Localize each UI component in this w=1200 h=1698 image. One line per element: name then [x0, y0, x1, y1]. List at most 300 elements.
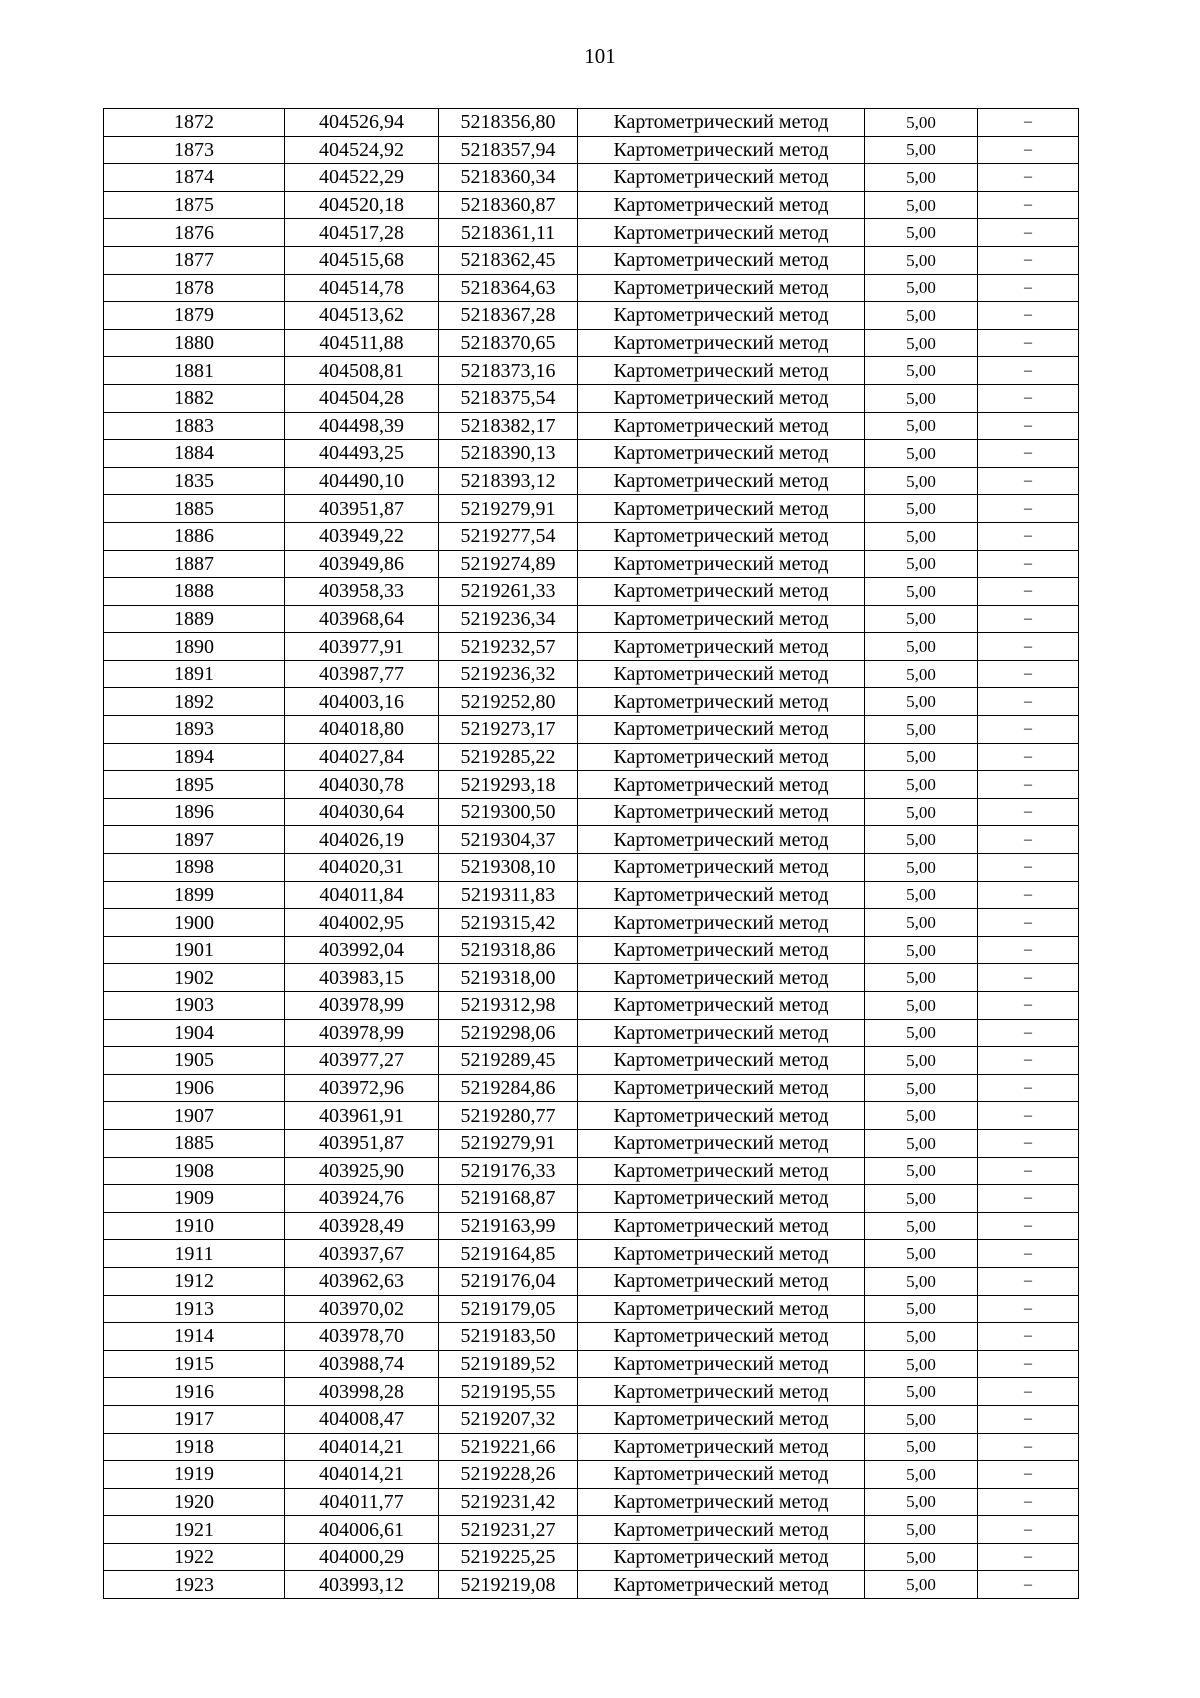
table-row — [104, 1378, 1079, 1406]
accuracy-cell: 5,00 — [865, 219, 978, 247]
note-cell: – — [978, 1185, 1079, 1213]
note-cell: – — [978, 743, 1079, 771]
method-cell: Картометрический метод — [578, 660, 865, 688]
method-cell: Картометрический метод — [578, 550, 865, 578]
table-row — [104, 881, 1079, 909]
note-cell: – — [978, 881, 1079, 909]
y-coordinate-cell: 5219311,83 — [439, 881, 578, 909]
x-coordinate-cell: 403977,91 — [285, 633, 439, 661]
method-cell: Картометрический метод — [578, 1461, 865, 1489]
accuracy-cell: 5,00 — [865, 550, 978, 578]
point-number-cell: 1901 — [104, 936, 285, 964]
y-coordinate-cell: 5219236,34 — [439, 605, 578, 633]
accuracy-cell: 5,00 — [865, 936, 978, 964]
coordinates-table — [103, 108, 1079, 1599]
x-coordinate-cell: 404526,94 — [285, 109, 439, 137]
table-row — [104, 1074, 1079, 1102]
x-coordinate-cell: 403961,91 — [285, 1102, 439, 1130]
point-number-cell: 1904 — [104, 1019, 285, 1047]
point-number-cell: 1910 — [104, 1212, 285, 1240]
x-coordinate-cell: 404517,28 — [285, 219, 439, 247]
accuracy-cell: 5,00 — [865, 246, 978, 274]
note-cell: – — [978, 1019, 1079, 1047]
table-row — [104, 246, 1079, 274]
method-cell: Картометрический метод — [578, 1157, 865, 1185]
point-number-cell: 1905 — [104, 1047, 285, 1075]
coordinates-table-body — [104, 109, 1079, 1599]
y-coordinate-cell: 5219279,91 — [439, 1129, 578, 1157]
y-coordinate-cell: 5219261,33 — [439, 578, 578, 606]
table-row — [104, 1461, 1079, 1489]
method-cell: Картометрический метод — [578, 357, 865, 385]
y-coordinate-cell: 5219219,08 — [439, 1571, 578, 1599]
method-cell: Картометрический метод — [578, 219, 865, 247]
table-row — [104, 716, 1079, 744]
method-cell: Картометрический метод — [578, 909, 865, 937]
y-coordinate-cell: 5219195,55 — [439, 1378, 578, 1406]
method-cell: Картометрический метод — [578, 798, 865, 826]
table-row — [104, 1405, 1079, 1433]
point-number-cell: 1911 — [104, 1240, 285, 1268]
method-cell: Картометрический метод — [578, 1240, 865, 1268]
point-number-cell: 1880 — [104, 329, 285, 357]
table-row — [104, 384, 1079, 412]
accuracy-cell: 5,00 — [865, 1074, 978, 1102]
point-number-cell: 1902 — [104, 964, 285, 992]
table-row — [104, 633, 1079, 661]
accuracy-cell: 5,00 — [865, 1267, 978, 1295]
y-coordinate-cell: 5218382,17 — [439, 412, 578, 440]
y-coordinate-cell: 5219183,50 — [439, 1323, 578, 1351]
x-coordinate-cell: 403937,67 — [285, 1240, 439, 1268]
x-coordinate-cell: 404030,78 — [285, 771, 439, 799]
accuracy-cell: 5,00 — [865, 743, 978, 771]
accuracy-cell: 5,00 — [865, 1350, 978, 1378]
x-coordinate-cell: 404003,16 — [285, 688, 439, 716]
table-row — [104, 578, 1079, 606]
table-row — [104, 136, 1079, 164]
accuracy-cell: 5,00 — [865, 909, 978, 937]
x-coordinate-cell: 403949,86 — [285, 550, 439, 578]
y-coordinate-cell: 5219163,99 — [439, 1212, 578, 1240]
x-coordinate-cell: 404011,84 — [285, 881, 439, 909]
table-row — [104, 164, 1079, 192]
x-coordinate-cell: 404030,64 — [285, 798, 439, 826]
y-coordinate-cell: 5219285,22 — [439, 743, 578, 771]
y-coordinate-cell: 5219179,05 — [439, 1295, 578, 1323]
method-cell: Картометрический метод — [578, 136, 865, 164]
y-coordinate-cell: 5219231,27 — [439, 1516, 578, 1544]
table-row — [104, 771, 1079, 799]
y-coordinate-cell: 5219176,04 — [439, 1267, 578, 1295]
accuracy-cell: 5,00 — [865, 660, 978, 688]
accuracy-cell: 5,00 — [865, 1129, 978, 1157]
note-cell: – — [978, 605, 1079, 633]
point-number-cell: 1894 — [104, 743, 285, 771]
y-coordinate-cell: 5219280,77 — [439, 1102, 578, 1130]
table-row — [104, 660, 1079, 688]
table-row — [104, 1323, 1079, 1351]
y-coordinate-cell: 5219273,17 — [439, 716, 578, 744]
table-row — [104, 1102, 1079, 1130]
x-coordinate-cell: 404000,29 — [285, 1543, 439, 1571]
x-coordinate-cell: 403970,02 — [285, 1295, 439, 1323]
accuracy-cell: 5,00 — [865, 1102, 978, 1130]
point-number-cell: 1877 — [104, 246, 285, 274]
method-cell: Картометрический метод — [578, 191, 865, 219]
y-coordinate-cell: 5218390,13 — [439, 440, 578, 468]
accuracy-cell: 5,00 — [865, 716, 978, 744]
point-number-cell: 1882 — [104, 384, 285, 412]
note-cell: – — [978, 302, 1079, 330]
y-coordinate-cell: 5219284,86 — [439, 1074, 578, 1102]
point-number-cell: 1892 — [104, 688, 285, 716]
y-coordinate-cell: 5219228,26 — [439, 1461, 578, 1489]
x-coordinate-cell: 404493,25 — [285, 440, 439, 468]
table-row — [104, 550, 1079, 578]
accuracy-cell: 5,00 — [865, 1433, 978, 1461]
accuracy-cell: 5,00 — [865, 522, 978, 550]
point-number-cell: 1908 — [104, 1157, 285, 1185]
x-coordinate-cell: 403978,70 — [285, 1323, 439, 1351]
x-coordinate-cell: 404011,77 — [285, 1488, 439, 1516]
note-cell: – — [978, 1157, 1079, 1185]
method-cell: Картометрический метод — [578, 1543, 865, 1571]
x-coordinate-cell: 404513,62 — [285, 302, 439, 330]
y-coordinate-cell: 5219277,54 — [439, 522, 578, 550]
table-row — [104, 495, 1079, 523]
point-number-cell: 1875 — [104, 191, 285, 219]
point-number-cell: 1883 — [104, 412, 285, 440]
note-cell: – — [978, 964, 1079, 992]
y-coordinate-cell: 5219308,10 — [439, 854, 578, 882]
note-cell: – — [978, 771, 1079, 799]
y-coordinate-cell: 5219164,85 — [439, 1240, 578, 1268]
note-cell: – — [978, 329, 1079, 357]
table-row — [104, 1433, 1079, 1461]
point-number-cell: 1903 — [104, 992, 285, 1020]
note-cell: – — [978, 1516, 1079, 1544]
point-number-cell: 1921 — [104, 1516, 285, 1544]
note-cell: – — [978, 1129, 1079, 1157]
x-coordinate-cell: 404490,10 — [285, 467, 439, 495]
method-cell: Картометрический метод — [578, 467, 865, 495]
y-coordinate-cell: 5218373,16 — [439, 357, 578, 385]
note-cell: – — [978, 164, 1079, 192]
note-cell: – — [978, 578, 1079, 606]
x-coordinate-cell: 404006,61 — [285, 1516, 439, 1544]
table-row — [104, 1047, 1079, 1075]
x-coordinate-cell: 403968,64 — [285, 605, 439, 633]
accuracy-cell: 5,00 — [865, 578, 978, 606]
point-number-cell: 1885 — [104, 1129, 285, 1157]
note-cell: – — [978, 191, 1079, 219]
point-number-cell: 1888 — [104, 578, 285, 606]
accuracy-cell: 5,00 — [865, 1461, 978, 1489]
table-row — [104, 329, 1079, 357]
method-cell: Картометрический метод — [578, 1129, 865, 1157]
x-coordinate-cell: 404508,81 — [285, 357, 439, 385]
table-row — [104, 688, 1079, 716]
note-cell: – — [978, 357, 1079, 385]
y-coordinate-cell: 5218360,87 — [439, 191, 578, 219]
accuracy-cell: 5,00 — [865, 1543, 978, 1571]
method-cell: Картометрический метод — [578, 384, 865, 412]
note-cell: – — [978, 384, 1079, 412]
method-cell: Картометрический метод — [578, 633, 865, 661]
method-cell: Картометрический метод — [578, 1212, 865, 1240]
y-coordinate-cell: 5219252,80 — [439, 688, 578, 716]
table-row — [104, 1571, 1079, 1599]
method-cell: Картометрический метод — [578, 1516, 865, 1544]
method-cell: Картометрический метод — [578, 881, 865, 909]
point-number-cell: 1887 — [104, 550, 285, 578]
point-number-cell: 1909 — [104, 1185, 285, 1213]
method-cell: Картометрический метод — [578, 302, 865, 330]
point-number-cell: 1919 — [104, 1461, 285, 1489]
point-number-cell: 1915 — [104, 1350, 285, 1378]
accuracy-cell: 5,00 — [865, 495, 978, 523]
point-number-cell: 1886 — [104, 522, 285, 550]
accuracy-cell: 5,00 — [865, 1405, 978, 1433]
y-coordinate-cell: 5219221,66 — [439, 1433, 578, 1461]
y-coordinate-cell: 5218367,28 — [439, 302, 578, 330]
y-coordinate-cell: 5219279,91 — [439, 495, 578, 523]
y-coordinate-cell: 5219318,86 — [439, 936, 578, 964]
accuracy-cell: 5,00 — [865, 329, 978, 357]
x-coordinate-cell: 403987,77 — [285, 660, 439, 688]
accuracy-cell: 5,00 — [865, 992, 978, 1020]
table-row — [104, 1019, 1079, 1047]
y-coordinate-cell: 5218393,12 — [439, 467, 578, 495]
table-row — [104, 1543, 1079, 1571]
method-cell: Картометрический метод — [578, 1102, 865, 1130]
table-row — [104, 1157, 1079, 1185]
table-row — [104, 964, 1079, 992]
method-cell: Картометрический метод — [578, 246, 865, 274]
method-cell: Картометрический метод — [578, 936, 865, 964]
y-coordinate-cell: 5218375,54 — [439, 384, 578, 412]
y-coordinate-cell: 5219289,45 — [439, 1047, 578, 1075]
x-coordinate-cell: 404511,88 — [285, 329, 439, 357]
table-row — [104, 191, 1079, 219]
point-number-cell: 1874 — [104, 164, 285, 192]
x-coordinate-cell: 404018,80 — [285, 716, 439, 744]
table-row — [104, 1129, 1079, 1157]
point-number-cell: 1917 — [104, 1405, 285, 1433]
point-number-cell: 1897 — [104, 826, 285, 854]
note-cell: – — [978, 136, 1079, 164]
table-row — [104, 467, 1079, 495]
x-coordinate-cell: 404027,84 — [285, 743, 439, 771]
point-number-cell: 1920 — [104, 1488, 285, 1516]
note-cell: – — [978, 495, 1079, 523]
note-cell: – — [978, 1461, 1079, 1489]
x-coordinate-cell: 403992,04 — [285, 936, 439, 964]
note-cell: – — [978, 992, 1079, 1020]
table-row — [104, 605, 1079, 633]
note-cell: – — [978, 909, 1079, 937]
point-number-cell: 1893 — [104, 716, 285, 744]
table-row — [104, 1185, 1079, 1213]
y-coordinate-cell: 5219176,33 — [439, 1157, 578, 1185]
y-coordinate-cell: 5218362,45 — [439, 246, 578, 274]
method-cell: Картометрический метод — [578, 1019, 865, 1047]
accuracy-cell: 5,00 — [865, 1323, 978, 1351]
x-coordinate-cell: 403951,87 — [285, 1129, 439, 1157]
method-cell: Картометрический метод — [578, 716, 865, 744]
note-cell: – — [978, 1047, 1079, 1075]
x-coordinate-cell: 403928,49 — [285, 1212, 439, 1240]
x-coordinate-cell: 404514,78 — [285, 274, 439, 302]
method-cell: Картометрический метод — [578, 1405, 865, 1433]
method-cell: Картометрический метод — [578, 605, 865, 633]
accuracy-cell: 5,00 — [865, 109, 978, 137]
table-row — [104, 412, 1079, 440]
method-cell: Картометрический метод — [578, 826, 865, 854]
accuracy-cell: 5,00 — [865, 826, 978, 854]
point-number-cell: 1913 — [104, 1295, 285, 1323]
accuracy-cell: 5,00 — [865, 881, 978, 909]
note-cell: – — [978, 550, 1079, 578]
y-coordinate-cell: 5218361,11 — [439, 219, 578, 247]
note-cell: – — [978, 660, 1079, 688]
method-cell: Картометрический метод — [578, 1047, 865, 1075]
table-row — [104, 992, 1079, 1020]
table-row — [104, 1295, 1079, 1323]
point-number-cell: 1914 — [104, 1323, 285, 1351]
note-cell: – — [978, 1102, 1079, 1130]
x-coordinate-cell: 403988,74 — [285, 1350, 439, 1378]
x-coordinate-cell: 403978,99 — [285, 992, 439, 1020]
point-number-cell: 1884 — [104, 440, 285, 468]
accuracy-cell: 5,00 — [865, 1378, 978, 1406]
accuracy-cell: 5,00 — [865, 1516, 978, 1544]
y-coordinate-cell: 5219293,18 — [439, 771, 578, 799]
accuracy-cell: 5,00 — [865, 1295, 978, 1323]
method-cell: Картометрический метод — [578, 854, 865, 882]
x-coordinate-cell: 404504,28 — [285, 384, 439, 412]
method-cell: Картометрический метод — [578, 1571, 865, 1599]
accuracy-cell: 5,00 — [865, 1240, 978, 1268]
accuracy-cell: 5,00 — [865, 1047, 978, 1075]
note-cell: – — [978, 1267, 1079, 1295]
note-cell: – — [978, 1323, 1079, 1351]
accuracy-cell: 5,00 — [865, 1019, 978, 1047]
y-coordinate-cell: 5219304,37 — [439, 826, 578, 854]
point-number-cell: 1872 — [104, 109, 285, 137]
method-cell: Картометрический метод — [578, 329, 865, 357]
note-cell: – — [978, 1212, 1079, 1240]
point-number-cell: 1912 — [104, 1267, 285, 1295]
y-coordinate-cell: 5219312,98 — [439, 992, 578, 1020]
method-cell: Картометрический метод — [578, 109, 865, 137]
table-row — [104, 1350, 1079, 1378]
point-number-cell: 1896 — [104, 798, 285, 826]
note-cell: – — [978, 633, 1079, 661]
table-row — [104, 1516, 1079, 1544]
method-cell: Картометрический метод — [578, 992, 865, 1020]
point-number-cell: 1879 — [104, 302, 285, 330]
method-cell: Картометрический метод — [578, 440, 865, 468]
x-coordinate-cell: 403951,87 — [285, 495, 439, 523]
x-coordinate-cell: 404008,47 — [285, 1405, 439, 1433]
y-coordinate-cell: 5218370,65 — [439, 329, 578, 357]
table-row — [104, 274, 1079, 302]
method-cell: Картометрический метод — [578, 688, 865, 716]
accuracy-cell: 5,00 — [865, 1185, 978, 1213]
note-cell: – — [978, 246, 1079, 274]
x-coordinate-cell: 404026,19 — [285, 826, 439, 854]
table-row — [104, 798, 1079, 826]
x-coordinate-cell: 404014,21 — [285, 1433, 439, 1461]
note-cell: – — [978, 798, 1079, 826]
accuracy-cell: 5,00 — [865, 1157, 978, 1185]
note-cell: – — [978, 1433, 1079, 1461]
point-number-cell: 1899 — [104, 881, 285, 909]
note-cell: – — [978, 1295, 1079, 1323]
method-cell: Картометрический метод — [578, 1350, 865, 1378]
note-cell: – — [978, 826, 1079, 854]
point-number-cell: 1906 — [104, 1074, 285, 1102]
point-number-cell: 1907 — [104, 1102, 285, 1130]
x-coordinate-cell: 404498,39 — [285, 412, 439, 440]
x-coordinate-cell: 403998,28 — [285, 1378, 439, 1406]
accuracy-cell: 5,00 — [865, 1571, 978, 1599]
y-coordinate-cell: 5219168,87 — [439, 1185, 578, 1213]
method-cell: Картометрический метод — [578, 1378, 865, 1406]
x-coordinate-cell: 404515,68 — [285, 246, 439, 274]
y-coordinate-cell: 5219300,50 — [439, 798, 578, 826]
point-number-cell: 1889 — [104, 605, 285, 633]
method-cell: Картометрический метод — [578, 1323, 865, 1351]
accuracy-cell: 5,00 — [865, 302, 978, 330]
method-cell: Картометрический метод — [578, 964, 865, 992]
method-cell: Картометрический метод — [578, 1267, 865, 1295]
table-row — [104, 1212, 1079, 1240]
y-coordinate-cell: 5219318,00 — [439, 964, 578, 992]
x-coordinate-cell: 404020,31 — [285, 854, 439, 882]
point-number-cell: 1878 — [104, 274, 285, 302]
note-cell: – — [978, 1074, 1079, 1102]
x-coordinate-cell: 403958,33 — [285, 578, 439, 606]
method-cell: Картометрический метод — [578, 1433, 865, 1461]
point-number-cell: 1918 — [104, 1433, 285, 1461]
table-row — [104, 219, 1079, 247]
method-cell: Картометрический метод — [578, 1488, 865, 1516]
page-number: 101 — [584, 44, 616, 68]
note-cell: – — [978, 219, 1079, 247]
note-cell: – — [978, 1405, 1079, 1433]
x-coordinate-cell: 403949,22 — [285, 522, 439, 550]
accuracy-cell: 5,00 — [865, 605, 978, 633]
y-coordinate-cell: 5219207,32 — [439, 1405, 578, 1433]
point-number-cell: 1891 — [104, 660, 285, 688]
table-row — [104, 936, 1079, 964]
y-coordinate-cell: 5219225,25 — [439, 1543, 578, 1571]
point-number-cell: 1898 — [104, 854, 285, 882]
x-coordinate-cell: 404524,92 — [285, 136, 439, 164]
y-coordinate-cell: 5219274,89 — [439, 550, 578, 578]
accuracy-cell: 5,00 — [865, 191, 978, 219]
note-cell: – — [978, 274, 1079, 302]
accuracy-cell: 5,00 — [865, 164, 978, 192]
table-row — [104, 909, 1079, 937]
table-row — [104, 440, 1079, 468]
accuracy-cell: 5,00 — [865, 1488, 978, 1516]
x-coordinate-cell: 403983,15 — [285, 964, 439, 992]
table-row — [104, 357, 1079, 385]
